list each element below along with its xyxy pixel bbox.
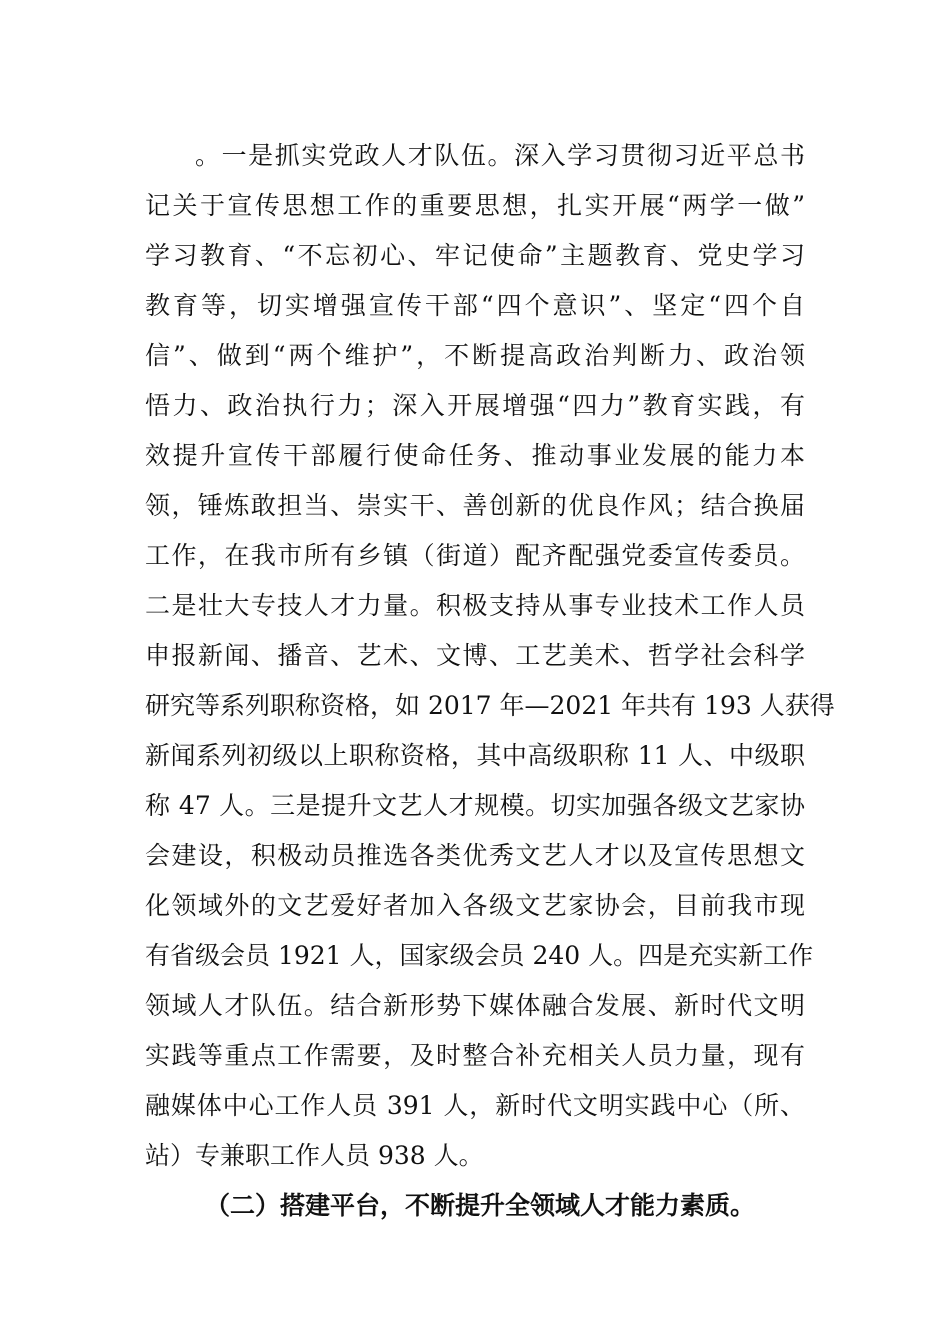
paragraph-line: 新闻系列初级以上职称资格，其中高级职称 11 人、中级职 [145,741,805,770]
paragraph-line: 化领域外的文艺爱好者加入各级文艺家协会，目前我市现 [145,891,805,920]
paragraph-line: 会建设，积极动员推选各类优秀文艺人才以及宣传思想文 [145,841,805,870]
paragraph-line: 实践等重点工作需要，及时整合补充相关人员力量，现有 [145,1041,805,1070]
paragraph-line: 记关于宣传思想工作的重要思想，扎实开展“两学一做” [145,191,805,220]
paragraph-line: 学习教育、“不忘初心、牢记使命”主题教育、党史学习 [145,241,805,270]
paragraph-line: 。一是抓实党政人才队伍。深入学习贯彻习近平总书 [195,141,805,170]
paragraph-line: 信”、做到“两个维护”，不断提高政治判断力、政治领 [145,341,805,370]
paragraph-line: 教育等，切实增强宣传干部“四个意识”、坚定“四个自 [145,291,805,320]
paragraph-line: 工作，在我市所有乡镇（街道）配齐配强党委宣传委员。 [145,541,805,570]
paragraph-line: 有省级会员 1921 人，国家级会员 240 人。四是充实新工作 [145,941,814,970]
paragraph-line: 领域人才队伍。结合新形势下媒体融合发展、新时代文明 [145,991,805,1020]
paragraph-line: 融媒体中心工作人员 391 人，新时代文明实践中心（所、 [145,1091,805,1120]
paragraph-line: 称 47 人。三是提升文艺人才规模。切实加强各级文艺家协 [145,791,805,820]
paragraph-line: 悟力、政治执行力；深入开展增强“四力”教育实践，有 [145,391,805,420]
paragraph-line: 效提升宣传干部履行使命任务、推动事业发展的能力本 [145,441,805,470]
paragraph-line: 申报新闻、播音、艺术、文博、工艺美术、哲学社会科学 [145,641,805,670]
paragraph-line: 研究等系列职称资格，如 2017 年—2021 年共有 193 人获得 [145,691,835,720]
paragraph-line: 站）专兼职工作人员 938 人。 [145,1141,484,1170]
section-heading: （二）搭建平台，不断提升全领域人才能力素质。 [205,1191,756,1220]
paragraph-line: 领，锤炼敢担当、崇实干、善创新的优良作风；结合换届 [145,491,805,520]
paragraph-line: 二是壮大专技人才力量。积极支持从事专业技术工作人员 [145,591,805,620]
